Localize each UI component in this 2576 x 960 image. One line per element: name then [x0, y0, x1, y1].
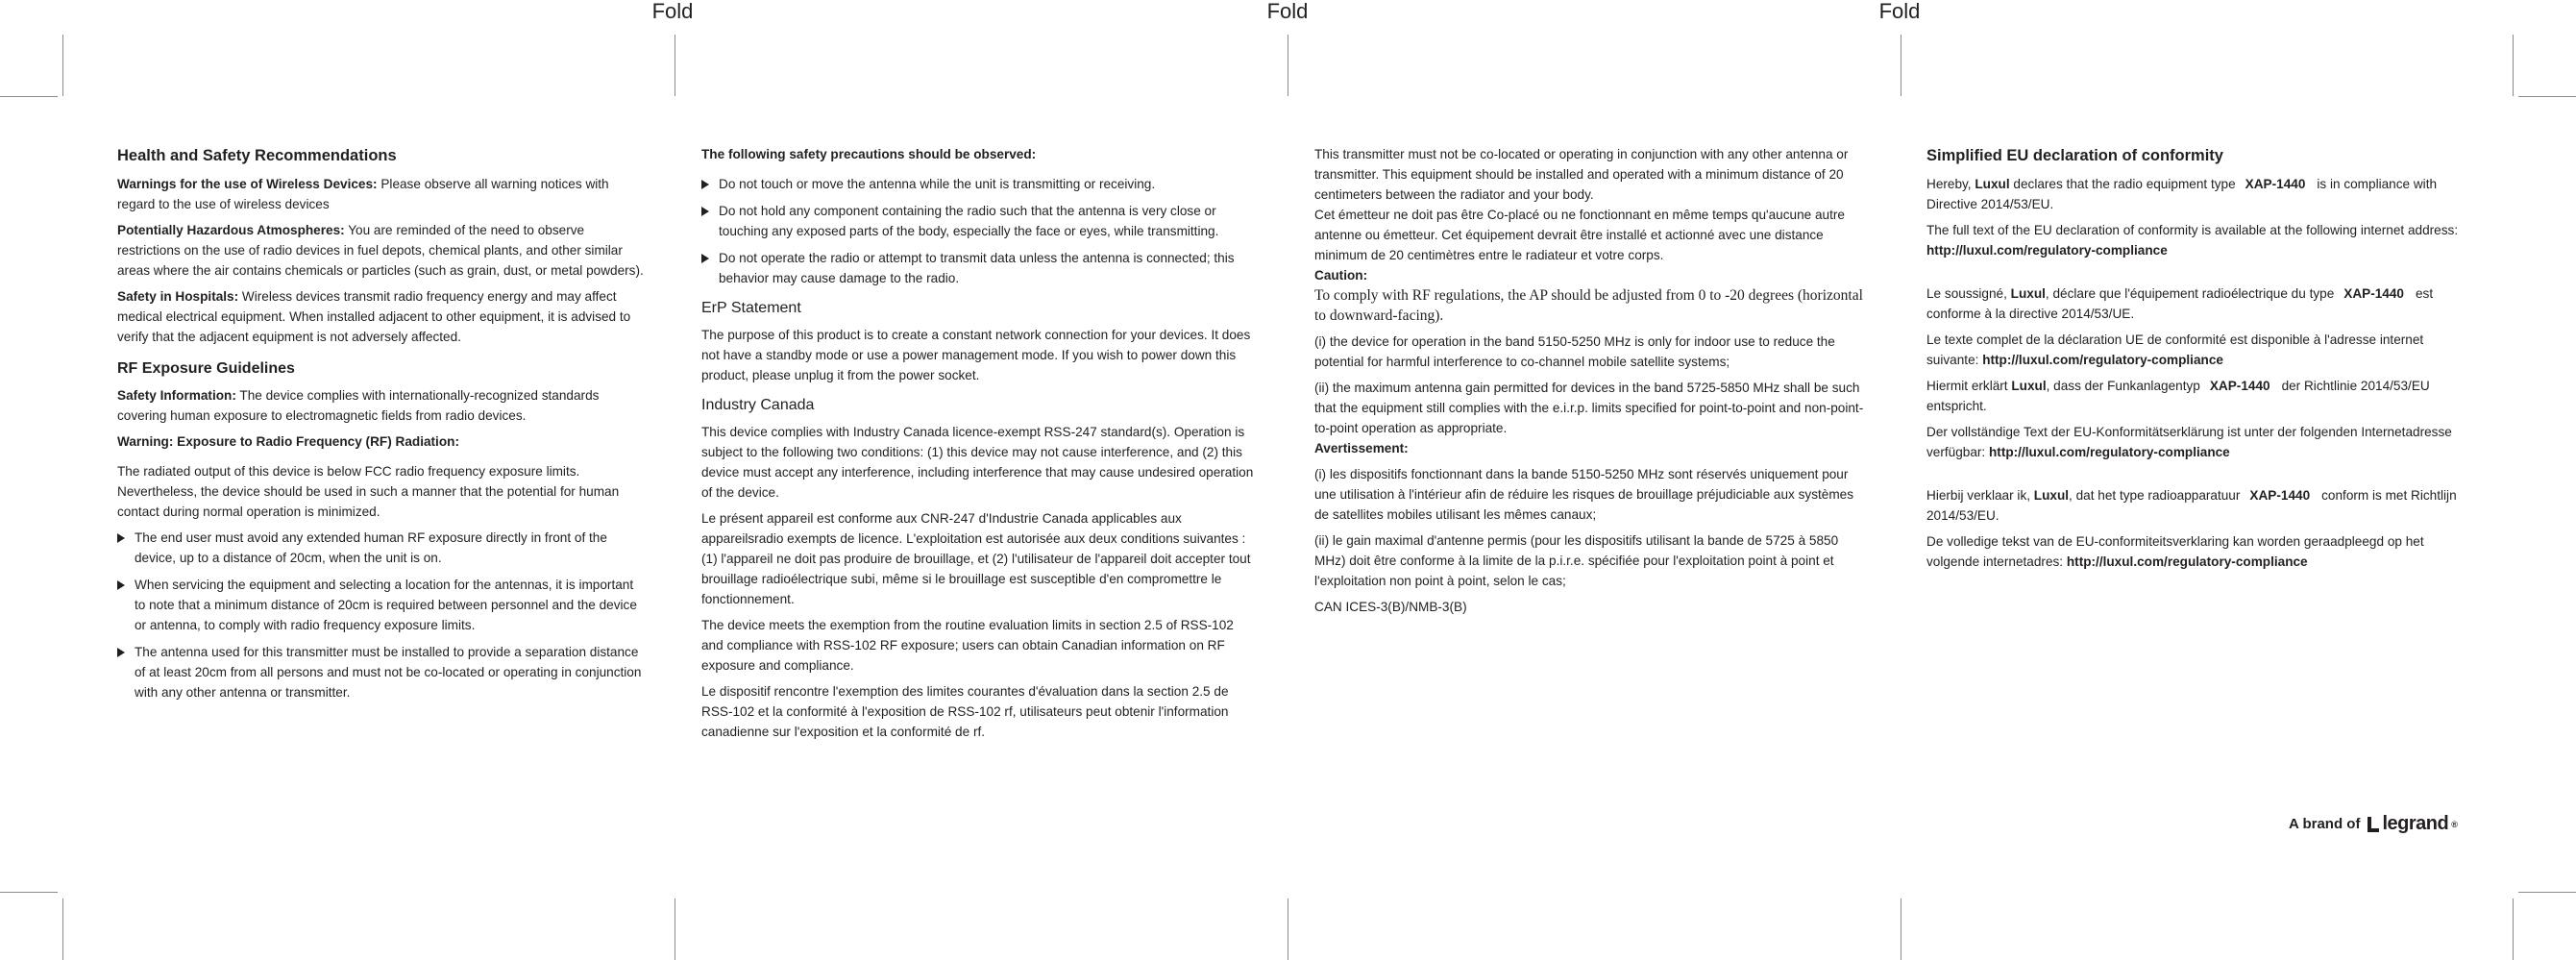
list-item: Do not touch or move the antenna while the unit is transmitting or receiving. [701, 174, 1259, 194]
section-title: The following safety precautions should be observed: [701, 147, 1037, 161]
paragraph: Hereby, Luxul declares that the radio equipment type XAP-1440 is in compliance with Directive 2014/53/EU. [1926, 177, 2438, 211]
paragraph: Hiermit erklärt Luxul, dass der Funkanlagentyp XAP-1440 der Richtlinie 2014/53/EU entspricht. [1926, 379, 2430, 413]
crop-mark [2518, 892, 2576, 893]
paragraph: Le texte complet de la déclaration UE de conformité est disponible à l'adresse internet suivante: http://luxul.com/regulatory-compliance [1926, 332, 2424, 367]
bullet-triangle-icon [117, 648, 125, 657]
paragraph: Le soussigné, Luxul, déclare que l'équipement radioélectrique du type XAP-1440 est conforme à la directive 2014/53/UE. [1926, 286, 2434, 321]
caution-text: To comply with RF regulations, the AP should be adjusted from 0 to -20 degrees (horizontal to downward-facing). [1314, 287, 1863, 324]
section-title: Simplified EU declaration of conformity [1926, 147, 2223, 164]
crop-mark [2518, 96, 2576, 97]
bullet-triangle-icon [701, 254, 709, 263]
bullet-triangle-icon [701, 180, 709, 189]
fold-label: Fold [1878, 0, 1921, 23]
section-title: ErP Statement [701, 300, 801, 316]
avertissement-heading: Avertissement: [1314, 441, 1409, 455]
paragraph: CAN ICES-3(B)/NMB-3(B) [1314, 600, 1467, 614]
caution-heading: Caution: [1314, 268, 1368, 283]
section-title: RF Exposure Guidelines [117, 360, 295, 377]
fold-label: Fold [651, 0, 694, 23]
paragraph: Der vollständige Text der EU-Konformitätserklärung ist unter der folgenden Internetadresse verfügbar: http://luxul.com/regulatory-compliance [1926, 425, 2452, 459]
paragraph: De volledige tekst van de EU-conformiteitsverklaring kan worden geraadpleegd op het volgende internetadres: http://luxul.com/regulatory-compliance [1926, 534, 2424, 569]
panel-eu-declaration [1926, 144, 2479, 578]
paragraph: Potentially Hazardous Atmospheres: You are reminded of the need to observe restrictions on the use of radio devices in fuel depots, chemical plants, and other similar areas where the air contains chemicals or particles (such as grain, dust, or metal powders). [117, 223, 644, 278]
paragraph: The full text of the EU declaration of conformity is available at the following internet address: http://luxul.com/regulatory-compliance [1926, 223, 2459, 258]
list-item: The end user must avoid any extended human RF exposure directly in front of the device, up to a distance of 20cm, when the unit is on. [117, 528, 644, 568]
compliance-link[interactable]: http://luxul.com/regulatory-compliance [1982, 353, 2223, 367]
paragraph: Le présent appareil est conforme aux CNR-247 d'Industrie Canada applicables aux appareilsradio exempts de licence. L'exploitation est autorisée aux deux conditions suivantes : (1) l'appareil ne doit pas produire de brouillage, et (2) l'utilisateur de l'appareil doit accepter tout brouillage radioélectrique subi, même si le brouillage est susceptible d'en compromettre le fonctionnement. [701, 511, 1251, 606]
crop-mark [0, 96, 58, 97]
compliance-link[interactable]: http://luxul.com/regulatory-compliance [2066, 554, 2308, 569]
compliance-link[interactable]: http://luxul.com/regulatory-compliance [1988, 445, 2230, 459]
paragraph: Le dispositif rencontre l'exemption des limites courantes d'évaluation dans la section 2.5 de RSS-102 et la conformité à l'exposition de RSS-102 rf, utilisateurs peut obtenir l'information canadienne sur l'exposition et la conformité de rf. [701, 684, 1229, 739]
paragraph: Safety Information: The device complies with internationally-recognized standards covering human exposure to electromagnetic fields from radio devices. [117, 388, 600, 423]
paragraph: This device complies with Industry Canada licence-exempt RSS-247 standard(s). Operation is subject to the following two conditions: (1) this device may not cause interference, and (2) this device must accept any interference, including interference that may cause undesired operation of the device. [701, 425, 1254, 500]
paragraph: Safety in Hospitals: Wireless devices transmit radio frequency energy and may affect medical electrical equipment. When installed adjacent to other equipment, it is advised to verify that the adjacent equipment is not adversely affected. [117, 289, 631, 344]
paragraph: This transmitter must not be co-located or operating in conjunction with any other antenna or transmitter. This equipment should be installed and operated with a minimum distance of 20 centimeters between the radiator and your body. [1314, 147, 1849, 202]
panel-precautions [701, 144, 1259, 748]
crop-mark [2513, 35, 2514, 96]
fold-label: Fold [1266, 0, 1309, 23]
brand-prefix: A brand of [2289, 816, 2361, 832]
panel-regulatory [1314, 144, 1870, 623]
warning-heading: Warning: Exposure to Radio Frequency (RF) Radiation: [117, 434, 459, 449]
legrand-logo: legrand ® [2367, 813, 2457, 835]
paragraph: Hierbij verklaar ik, Luxul, dat het type radioapparatuur XAP-1440 conform is met Richtlijn 2014/53/EU. [1926, 488, 2457, 523]
list-item: Do not hold any component containing the radio such that the antenna is very close or touching any exposed parts of the body, especially the face or eyes, while transmitting. [701, 201, 1259, 241]
bullet-list [117, 528, 644, 702]
panel-health-safety [117, 144, 644, 709]
list-item: The antenna used for this transmitter must be installed to provide a separation distance of at least 20cm from all persons and must not be co-located or operating in conjunction with any other antenna or transmitter. [117, 642, 644, 702]
bullet-list [701, 174, 1259, 288]
crop-mark [62, 898, 63, 960]
paragraph: (i) les dispositifs fonctionnant dans la bande 5150-5250 MHz sont réservés uniquement pour une utilisation à l'intérieur afin de réduire les risques de brouillage préjudiciable aux systèmes de satellites mobiles utilisant les mêmes canaux; [1314, 467, 1854, 522]
legrand-mark-icon [2367, 817, 2379, 832]
section-title: Industry Canada [701, 397, 815, 413]
paragraph: The device meets the exemption from the routine evaluation limits in section 2.5 of RSS-102 and compliance with RSS-102 RF exposure; users can obtain Canadian information on RF exposure and compliance. [701, 618, 1234, 673]
list-item: Do not operate the radio or attempt to transmit data unless the antenna is connected; this behavior may cause damage to the radio. [701, 248, 1259, 288]
section-title: Health and Safety Recommendations [117, 147, 397, 164]
crop-mark [62, 35, 63, 96]
paragraph: (i) the device for operation in the band 5150-5250 MHz is only for indoor use to reduce the potential for harmful interference to co-channel mobile satellite systems; [1314, 334, 1835, 369]
paragraph: Warnings for the use of Wireless Devices: Please observe all warning notices with regard to the use of wireless devices [117, 177, 609, 211]
paragraph: (ii) the maximum antenna gain permitted for devices in the band 5725-5850 MHz shall be such that the equipment still complies with the e.i.r.p. limits specified for point-to-point and non-point-to-point operation as appropriate. [1314, 381, 1864, 435]
list-item: When servicing the equipment and selecting a location for the antennas, it is important to note that a minimum distance of 20cm is required between personnel and the device or antenna, to comply with radio frequency exposure limits. [117, 575, 644, 635]
compliance-link[interactable]: http://luxul.com/regulatory-compliance [1926, 243, 2168, 258]
bullet-triangle-icon [117, 580, 125, 590]
paragraph: Cet émetteur ne doit pas être Co-placé ou ne fonctionnant en même temps qu'aucune autre antenne ou émetteur. Cet équipement devrait être installé et actionné avec une distance minimum de 20 centimètres entre le radiateur et votre corps. [1314, 208, 1845, 262]
bullet-triangle-icon [701, 207, 709, 216]
paragraph: The radiated output of this device is below FCC radio frequency exposure limits. Nevertheless, the device should be used in such a manner that the potential for human contact during normal operation is minimized. [117, 464, 620, 519]
paragraph: The purpose of this product is to create a constant network connection for your devices. It does not have a standby mode or use a power management mode. If you wish to power down this product, please unplug it from the power socket. [701, 328, 1251, 382]
brand-footer [2289, 813, 2457, 835]
bullet-triangle-icon [117, 533, 125, 543]
crop-mark [2513, 898, 2514, 960]
paragraph: (ii) le gain maximal d'antenne permis (pour les dispositifs utilisant la bande de 5725 à 5850 MHz) doit être conforme à la limite de la p.i.r.e. spécifiée pour l'exploitation point à point et l'exploitation non point à point, selon le cas; [1314, 533, 1839, 588]
crop-mark [0, 892, 58, 893]
